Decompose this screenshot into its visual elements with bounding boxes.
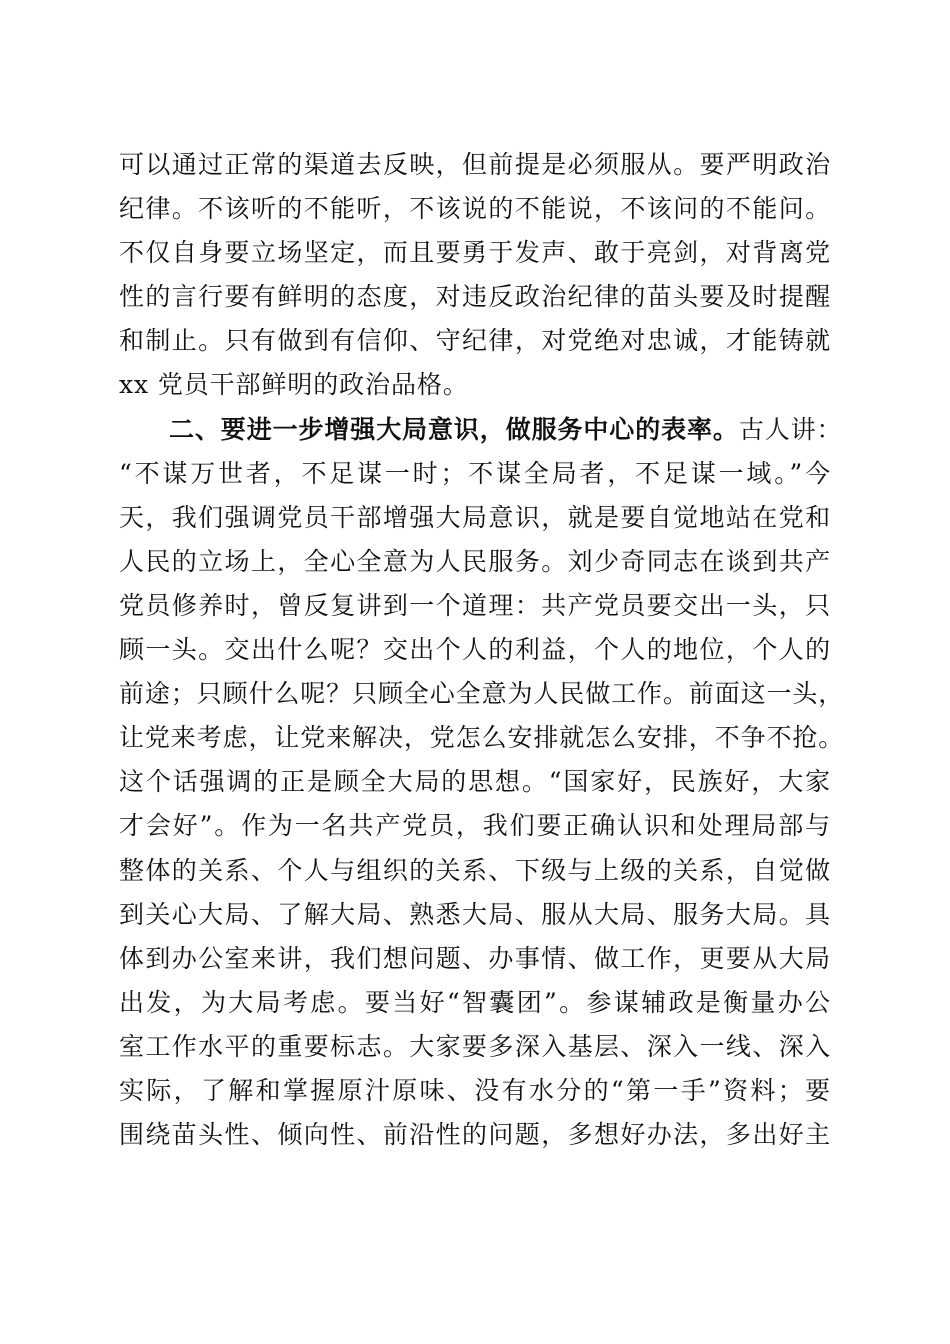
paragraph2-line-3: 天，我们强调党员干部增强大局意识，就是要自觉地站在党和: [119, 502, 831, 532]
paragraph2-line-7: 前途；只顾什么呢？只顾全心全意为人民做工作。前面这一头，: [119, 679, 845, 709]
paragraph2-line-14: 出发，为大局考虑。要当好“智囊团”。参谋辅政是衡量办公: [119, 987, 831, 1017]
paragraph2-line-17: 围绕苗头性、倾向性、前沿性的问题，多想好办法，多出好主: [119, 1120, 831, 1150]
paragraph2-line-4: 人民的立场上，全心全意为人民服务。刘少奇同志在谈到共产: [119, 546, 831, 576]
paragraph2-line-16: 实际，了解和掌握原汁原味、没有水分的“第一手”资料；要: [119, 1075, 831, 1105]
paragraph2-line-13: 体到办公室来讲，我们想问题、办事情、做工作，更要从大局: [119, 943, 831, 973]
paragraph2-line-2: “不谋万世者，不足谋一时；不谋全局者，不足谋一域。”今: [119, 458, 831, 488]
paragraph2-first-line: [119, 408, 843, 452]
paragraph2-line-12: 到关心大局、了解大局、熟悉大局、服从大局、服务大局。具: [119, 899, 831, 929]
paragraph2-first-line-rest: 古人讲：: [738, 414, 843, 444]
paragraph2-line-5: 党员修养时，曾反复讲到一个道理：共产党员要交出一头，只: [119, 590, 831, 620]
document-body: [119, 143, 845, 1157]
paragraph1-line-6: xx 党员干部鲜明的政治品格。: [119, 370, 469, 400]
section-heading: 二、要进一步增强大局意识，做服务中心的表率。: [169, 414, 739, 444]
paragraph1-line-2: 纪律。不该听的不能听，不该说的不能说，不该问的不能问。: [119, 194, 831, 224]
paragraph2-line-8: 让党来考虑，让党来解决，党怎么安排就怎么安排，不争不抢。: [119, 723, 845, 753]
paragraph2-line-11: 整体的关系、个人与组织的关系、下级与上级的关系，自觉做: [119, 855, 831, 885]
paragraph2-line-10: 才会好”。作为一名共产党员，我们要正确认识和处理局部与: [119, 811, 831, 841]
paragraph1-line-5: 和制止。只有做到有信仰、守纪律，对党绝对忠诚，才能铸就: [119, 326, 831, 356]
paragraph2-line-6: 顾一头。交出什么呢？交出个人的利益，个人的地位，个人的: [119, 635, 831, 665]
paragraph2-line-15: 室工作水平的重要标志。大家要多深入基层、深入一线、深入: [119, 1031, 831, 1061]
paragraph1-line-3: 不仅自身要立场坚定，而且要勇于发声、敢于亮剑，对背离党: [119, 238, 831, 268]
paragraph1-line-4: 性的言行要有鲜明的态度，对违反政治纪律的苗头要及时提醒: [119, 282, 831, 312]
paragraph1-line-1: 可以通过正常的渠道去反映，但前提是必须服从。要严明政治: [119, 150, 831, 179]
paragraph2-line-9: 这个话强调的正是顾全大局的思想。“国家好，民族好，大家: [119, 767, 831, 797]
